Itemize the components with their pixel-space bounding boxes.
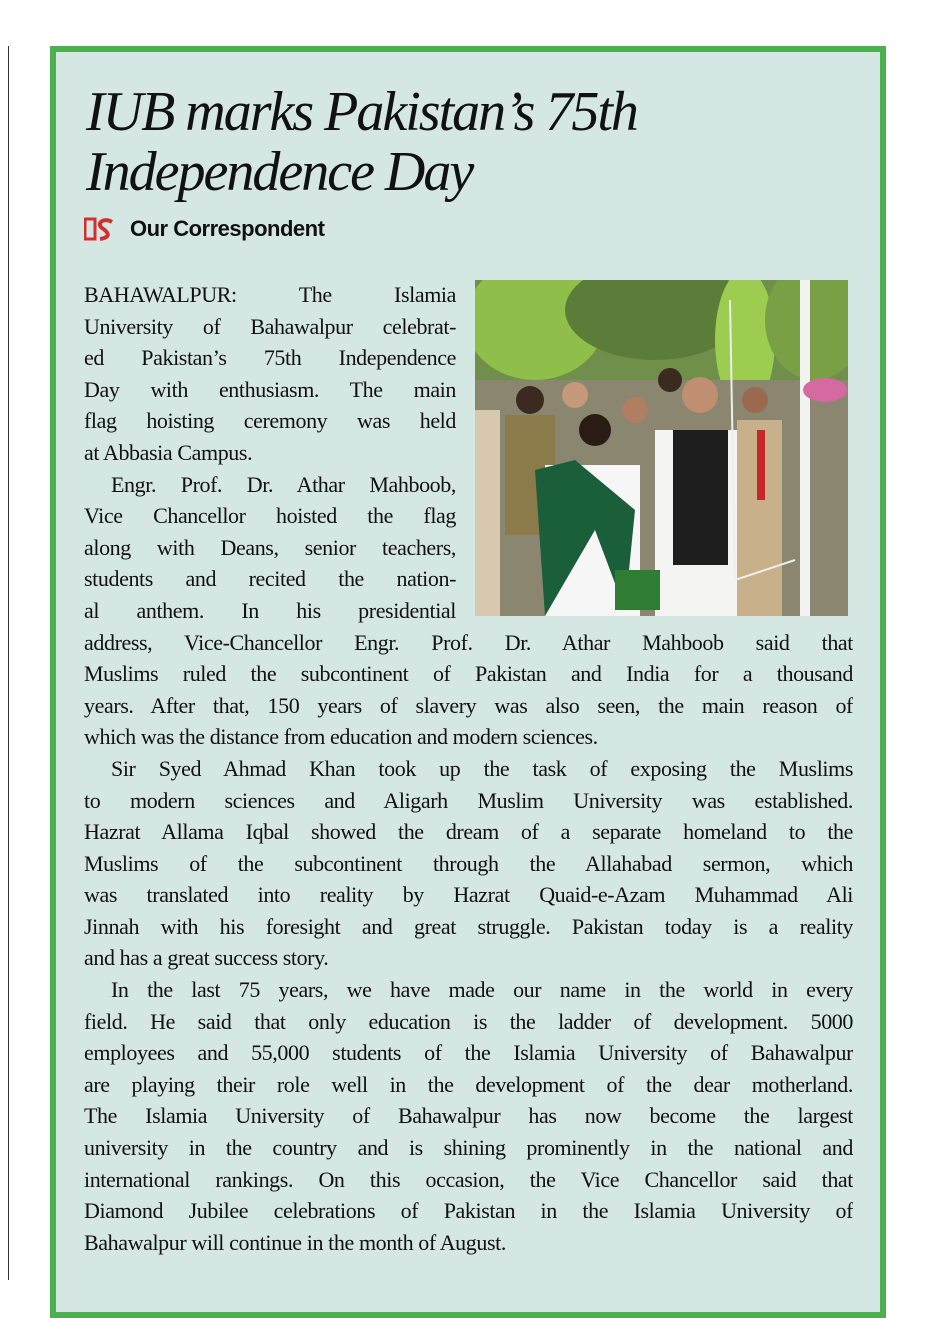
column-rule <box>8 46 9 1280</box>
text-line: Day with enthusiasm. The main <box>84 376 456 402</box>
text-line: to modern sciences and Aligarh Muslim University was established. <box>84 787 853 813</box>
text-line: international rankings. On this occasion, the Vice Chancellor said that <box>84 1166 853 1192</box>
text-line: Muslims of the subcontinent through the Allahabad sermon, which <box>84 850 853 876</box>
text-line: years. After that, 150 years of slavery was also seen, the main reason of <box>84 692 853 718</box>
text-line: al anthem. In his presidential <box>84 597 456 623</box>
text-line: at Abbasia Campus. <box>84 439 253 465</box>
paragraph-1 <box>84 279 853 469</box>
text-line: Vice Chancellor hoisted the flag <box>84 503 456 529</box>
text-line: BAHAWALPUR: The Islamia <box>84 282 456 307</box>
text-line: flag hoisting ceremony was held <box>84 408 456 434</box>
text-line: University of Bahawalpur celebrat- <box>84 313 456 339</box>
article-box <box>50 46 886 1318</box>
text-line: Diamond Jubilee celebrations of Pakistan in the Islamia University of <box>84 1198 853 1224</box>
article-body <box>84 279 853 1258</box>
paragraph-2 <box>84 469 853 753</box>
text-line: Sir Syed Ahmad Khan took up the task of exposing the Muslims <box>111 755 853 781</box>
text-line: Engr. Prof. Dr. Athar Mahboob, <box>111 471 456 497</box>
text-line: Hazrat Allama Iqbal showed the dream of a separate homeland to the <box>84 819 853 845</box>
text-line: In the last 75 years, we have made our name in the world in every <box>111 977 853 1003</box>
text-line: ed Pakistan’s 75th Independence <box>84 345 456 371</box>
text-line: which was the distance from education and modern sciences. <box>84 724 598 750</box>
byline <box>84 216 324 242</box>
text-line: are playing their role well in the development of the dear motherland. <box>84 1071 853 1097</box>
text-line: students and recited the nation- <box>84 566 456 592</box>
text-line: Jinnah with his foresight and great struggle. Pakistan today is a reality <box>84 913 853 939</box>
headline <box>86 82 637 202</box>
text-line: The Islamia University of Bahawalpur has now become the largest <box>84 1103 853 1129</box>
text-line: address, Vice-Chancellor Engr. Prof. Dr. Athar Mahboob said that <box>84 629 853 655</box>
text-line: was translated into reality by Hazrat Quaid-e-Azam Muhammad Ali <box>84 882 853 908</box>
text-line: university in the country and is shining prominently in the national and <box>84 1135 853 1161</box>
newspaper-logo-icon <box>84 217 116 241</box>
text-line: field. He said that only education is the ladder of development. 5000 <box>84 1008 853 1034</box>
text-line: and has a great success story. <box>84 945 329 971</box>
byline-author: Our Correspondent <box>130 216 325 241</box>
paragraph-4 <box>84 974 853 1258</box>
text-line: along with Deans, senior teachers, <box>84 534 456 560</box>
text-line: Muslims ruled the subcontinent of Pakistan and India for a thousand <box>84 661 853 687</box>
headline-line-2: Independence Day <box>86 141 473 203</box>
paragraph-3 <box>84 753 853 974</box>
text-line: employees and 55,000 students of the Islamia University of Bahawalpur <box>84 1040 853 1066</box>
headline-line-1: IUB marks Pakistan’s 75th <box>86 81 637 143</box>
text-line: Bahawalpur will continue in the month of August. <box>84 1229 506 1255</box>
